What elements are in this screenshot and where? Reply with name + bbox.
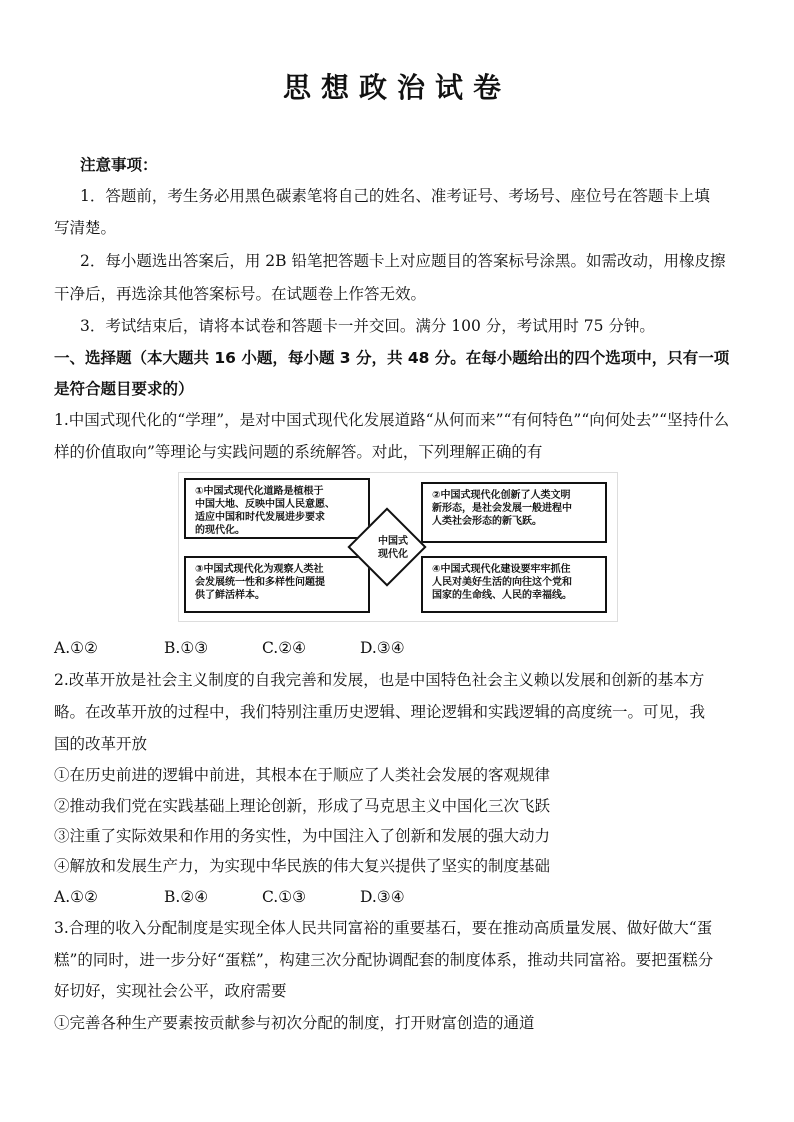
- q2-statement-3: ③注重了实际效果和作用的务实性，为中国注入了创新和发展的强大动力: [54, 827, 551, 845]
- q2-option-b[interactable]: B.②④: [164, 888, 209, 906]
- q2-options: [54, 887, 405, 907]
- page-title: 思想政治试卷: [282, 71, 511, 104]
- diagram-box-4: ④中国式现代化建设要牢牢抓住 人民对美好生活的向往这个党和 国家的生命线、人民的幸福线。: [421, 556, 607, 613]
- q2-stem-cont: 略。在改革开放的过程中，我们特别注重历史逻辑、理论逻辑和实践逻辑的高度统一。可见，我: [54, 703, 706, 721]
- section-header: 一、选择题（本大题共 16 小题，每小题 3 分，共 48 分。在每小题给出的四个选项中，只有一项: [54, 349, 730, 367]
- notice-item-2-cont: 干净后，再选涂其他答案标号。在试题卷上作答无效。: [54, 285, 427, 303]
- q3-stem: 3.合理的收入分配制度是实现全体人民共同富裕的重要基石，要在推动高质量发展、做好做大“蛋: [54, 919, 713, 937]
- q1-options: [54, 638, 405, 658]
- q2-stem-cont-2: 国的改革开放: [54, 735, 148, 753]
- q2-option-d[interactable]: D.③④: [360, 888, 405, 906]
- q1-diagram: [178, 472, 618, 622]
- notice-item-1-cont: 写清楚。: [54, 219, 117, 237]
- q1-option-a[interactable]: A.①②: [54, 639, 98, 657]
- notice-heading: 注意事项：: [80, 156, 158, 174]
- q2-stem: 2.改革开放是社会主义制度的自我完善和发展，也是中国特色社会主义赖以发展和创新的基本方: [54, 671, 705, 689]
- q1-stem: 1.中国式现代化的“学理”，是对中国式现代化发展道路“从何而来”“有何特色”“向何处去”“坚持什么: [54, 411, 730, 429]
- q3-stem-cont-2: 好切好，实现社会公平，政府需要: [54, 982, 287, 1000]
- q2-statement-1: ①在历史前进的逻辑中前进，其根本在于顺应了人类社会发展的客观规律: [54, 766, 551, 784]
- diagram-center-label: 中国式 现代化: [378, 536, 408, 560]
- q1-stem-cont: 样的价值取向”等理论与实践问题的系统解答。对此，下列理解正确的有: [54, 443, 543, 461]
- q2-option-c[interactable]: C.①③: [262, 888, 307, 906]
- q3-statement-1: ①完善各种生产要素按贡献参与初次分配的制度，打开财富创造的通道: [54, 1014, 535, 1032]
- q2-option-a[interactable]: A.①②: [54, 888, 98, 906]
- section-header-cont: 是符合题目要求的）: [54, 380, 194, 398]
- notice-item-2: 2．每小题选出答案后，用 2B 铅笔把答题卡上对应题目的答案标号涂黑。如需改动，用橡皮擦: [80, 252, 726, 270]
- q1-option-d[interactable]: D.③④: [360, 639, 405, 657]
- q2-statement-2: ②推动我们党在实践基础上理论创新，形成了马克思主义中国化三次飞跃: [54, 797, 551, 815]
- notice-item-1: 1．答题前，考生务必用黑色碳素笔将自己的姓名、准考证号、考场号、座位号在答题卡上填: [80, 187, 710, 205]
- notice-item-3: 3．考试结束后，请将本试卷和答题卡一并交回。满分 100 分，考试用时 75 分钟。: [80, 317, 655, 335]
- diagram-box-2: ②中国式现代化创新了人类文明 新形态，是社会发展一般进程中 人类社会形态的新飞跃。: [421, 482, 607, 543]
- q1-option-b[interactable]: B.①③: [164, 639, 209, 657]
- q1-option-c[interactable]: C.②④: [262, 639, 307, 657]
- q2-statement-4: ④解放和发展生产力，为实现中华民族的伟大复兴提供了坚实的制度基础: [54, 857, 551, 875]
- diagram-box-3: ③中国式现代化为观察人类社 会发展统一性和多样性问题提 供了鲜活样本。: [184, 556, 370, 613]
- diagram-box-1: ①中国式现代化道路是植根于 中国大地、反映中国人民意愿、 适应中国和时代发展进步要求 的现代化。: [184, 478, 370, 539]
- q3-stem-cont: 糕”的同时，进一步分好“蛋糕”，构建三次分配协调配套的制度体系，推动共同富裕。要把蛋糕分: [54, 951, 714, 969]
